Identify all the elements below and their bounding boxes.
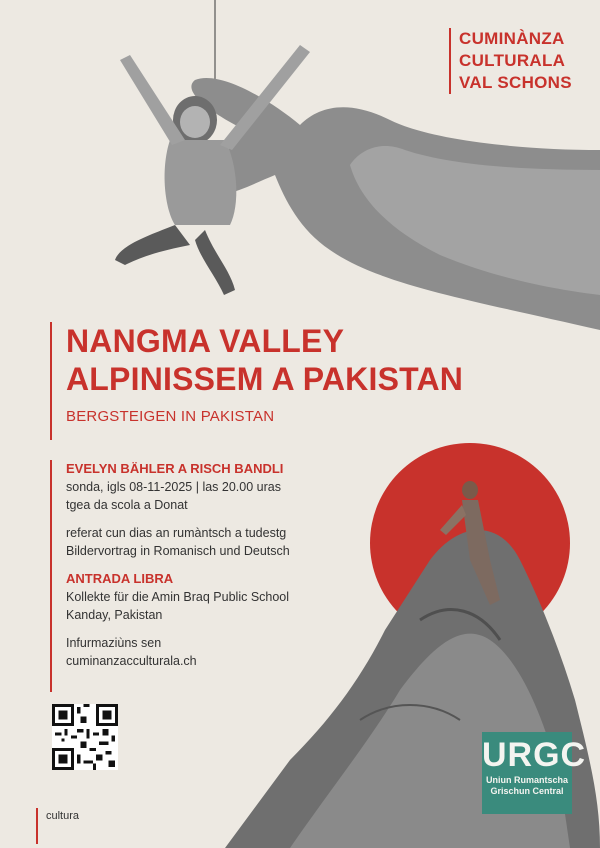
organization-line-2: CULTURALA [459,51,566,70]
logo-line-2: Grischun Central [490,786,564,796]
speaker-name: EVELYN BÄHLER A RISCH BANDLI [66,461,284,476]
event-date-time: sonda, igls 08-11-2025 | las 20.00 uras [66,480,281,494]
title-line-2: ALPINISSEM A PAKISTAN [66,361,464,397]
more-info-label: Infurmaziùns sen [66,636,162,650]
title-line-1: NANGMA VALLEY [66,323,345,359]
footer-label: cultura [36,808,79,844]
organization-line-1: CUMINÀNZA [459,29,565,48]
logo-line-1: Uniun Rumantscha [485,775,568,785]
talk-description-2: Bildervortrag in Romanisch und Deutsch [66,544,290,558]
entry-line-2: Kanday, Pakistan [66,608,163,622]
event-title-block [50,322,463,440]
qr-code[interactable] [52,704,118,770]
urgc-logo [482,732,587,814]
event-details [50,460,366,692]
logo-abbreviation: URGC [482,736,587,774]
event-venue: tgea da scola a Donat [66,498,188,512]
entry-heading: ANTRADA LIBRA [66,571,174,586]
entry-line-1: Kollekte für die Amin Braq Public School [66,590,290,604]
organization-name [449,28,572,94]
talk-description-1: referat cun dias an rumàntsch a tudestg [66,526,287,540]
event-subtitle: BERGSTEIGEN IN PAKISTAN [66,408,275,425]
organization-line-3: VAL SCHONS [459,73,572,92]
website-link[interactable]: cuminanzacculturala.ch [66,654,197,668]
